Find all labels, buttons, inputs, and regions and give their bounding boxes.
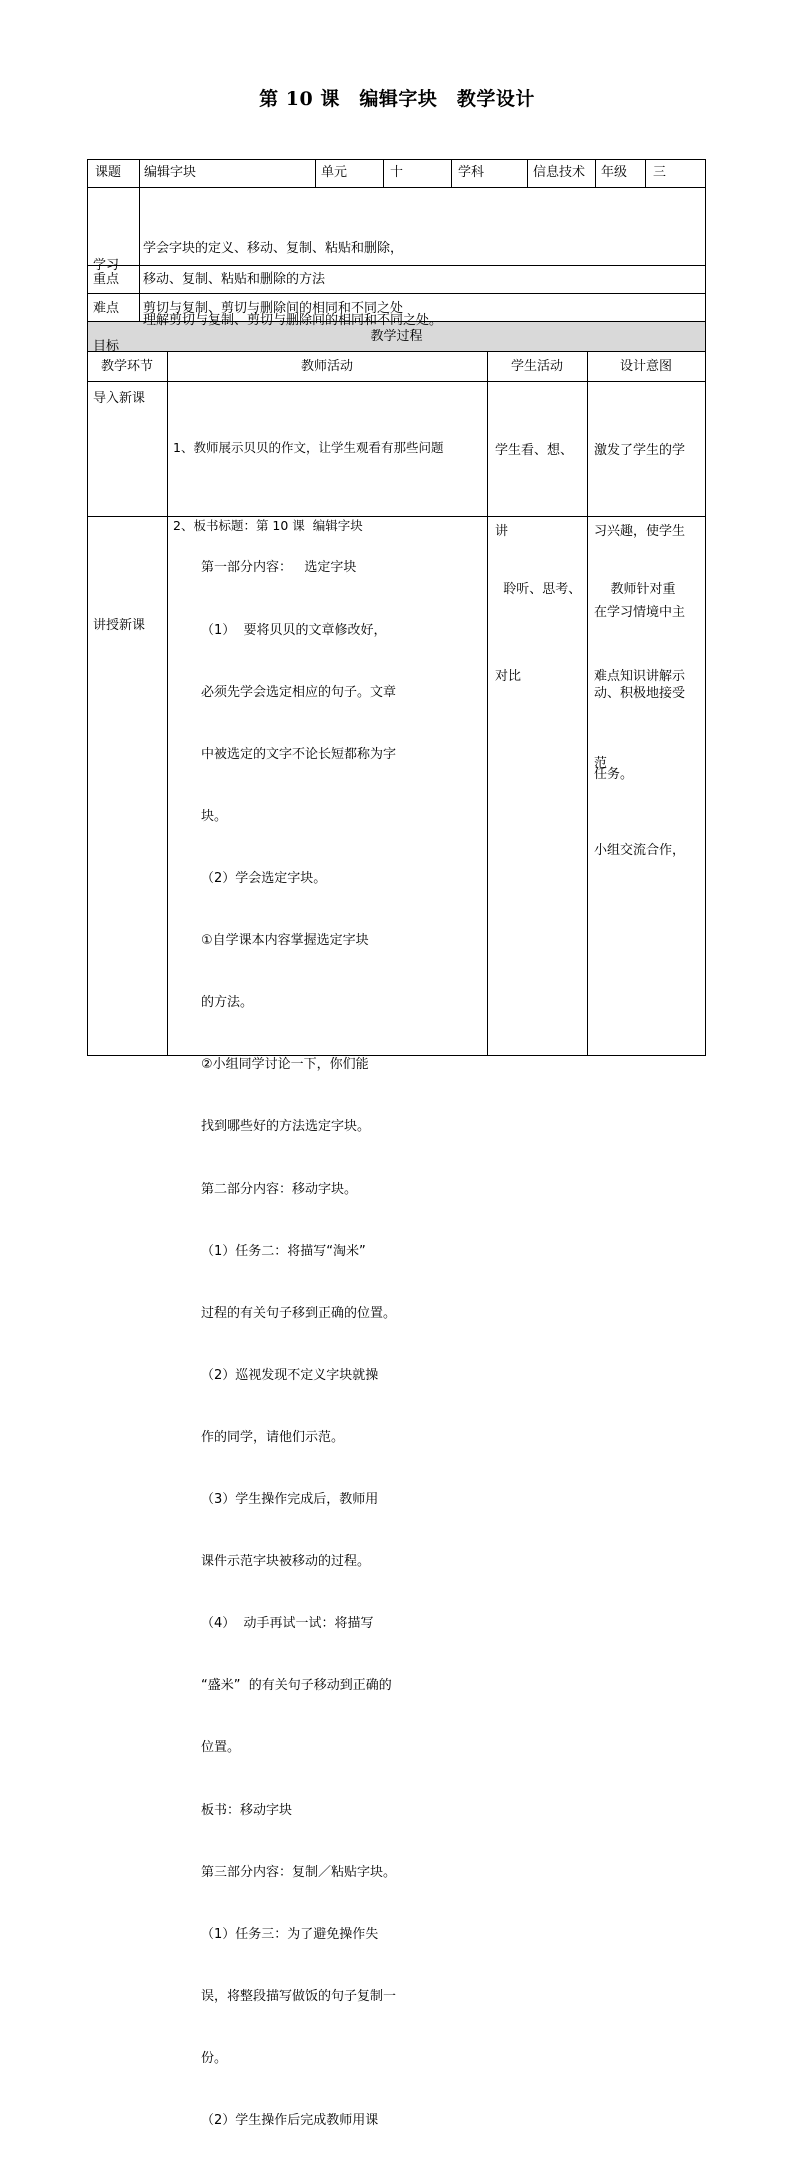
design-intent-intro: 激发了学生的学 习兴趣，使学生 在学习情境中主 动、积极地接受 任务。 (594, 443, 686, 782)
grade-label: 年级 (601, 165, 628, 180)
key-point-label: 重点 (93, 272, 120, 287)
subject-value: 信息技术 (533, 165, 586, 180)
column-header-intent: 设计意图 (619, 359, 672, 374)
teacher-activity-intro: 1、教师展示贝贝的作文，让学生观看有那些问题 2、板书标题：第 10 课 编辑字块 (173, 440, 444, 533)
teacher-activity-new-lesson: 第一部分内容： 选定字块 （1） 要将贝贝的文章修改好， 必须先学会选定相应的句子。文章 中被选定的文字不论长短都称为字 块。 （2）学会选定字块。 ①自学课本内容掌握选定字块 的方法。 ②小组同学讨论一下，你们能 找到哪些好的方法选定字块。 第二部分内容：移动字块。 （1）任务二：将描写“淘米” 过程的有关句子移到正确的位置。 （2）巡视发现不定义字块就操 作的同学，请他们示范。 （3）学生操作完成后，教师用 课件示范字块被移动的过程。 （4） 动手再试一试：将描写 “盛米” 的有关句子移动到正确的 位置。 板书：移动字块 第三部分内容：复制／粘贴字块。 （1）任务三：为了避免操作失 误，将整段描写做饭的句子复制一 份。 （2）学生操作后完成教师用课 (201, 560, 397, 2129)
difficulty-label: 难点 (93, 301, 120, 316)
column-header-stage: 教学环节 (100, 359, 153, 374)
stage-intro: 导入新课 (93, 391, 146, 406)
unit-value: 十 (390, 165, 404, 180)
subject-label: 学科 (458, 165, 485, 180)
design-intent-new-lesson: 教师针对重 难点知识讲解示 范 小组交流合作， (594, 582, 686, 858)
grade-value: 三 (653, 165, 667, 180)
column-header-student: 学生活动 (510, 359, 563, 374)
document-title: 第 10 课 编辑字块 教学设计 (259, 88, 535, 110)
difficulty-value: 剪切与复制、剪切与删除间的相同和不同之处 (143, 301, 404, 316)
student-activity-new-lesson: 聆听、思考、 对比 (495, 582, 582, 684)
goals-text: 学会字块的定义、移动、复制、粘贴和删除， 理解剪切与复制、剪切与删除间的相同和不同之处。 (143, 241, 443, 328)
stage-new-lesson: 讲授新课 (93, 618, 146, 633)
key-point-value: 移动、复制、粘贴和删除的方法 (143, 272, 326, 287)
unit-label: 单元 (321, 165, 348, 180)
process-header: 教学过程 (370, 329, 423, 344)
student-activity-intro: 学生看、想、 讲 (495, 443, 574, 539)
lesson-plan-table (87, 159, 706, 2129)
topic-label: 课题 (95, 165, 122, 180)
goals-label: 学习 目标 (93, 258, 120, 354)
topic-value: 编辑字块 (144, 165, 197, 180)
column-header-teacher: 教师活动 (300, 359, 353, 374)
